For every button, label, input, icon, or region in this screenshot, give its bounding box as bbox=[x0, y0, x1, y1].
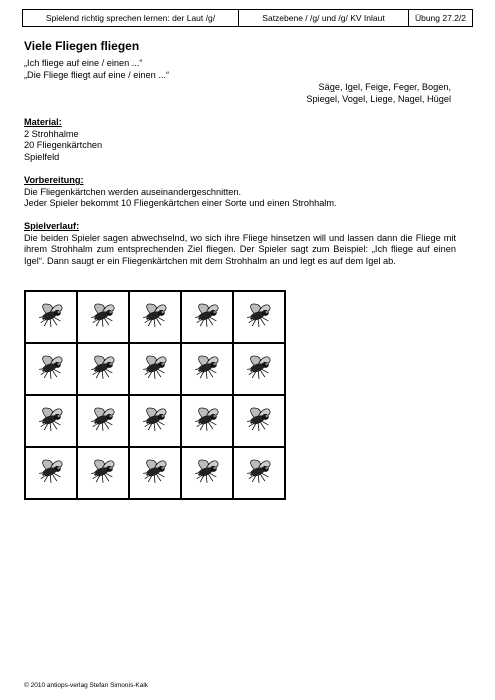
fly-card-cell bbox=[77, 291, 129, 343]
fly-card-cell bbox=[129, 291, 181, 343]
header-level: Satzebene / /g/ und /g/ KV Inlaut bbox=[239, 10, 409, 26]
fly-icon bbox=[86, 352, 120, 387]
fly-card-cell bbox=[181, 291, 233, 343]
target-sound: g bbox=[403, 82, 410, 92]
fly-card-cell bbox=[25, 395, 77, 447]
fly-card-cell bbox=[181, 395, 233, 447]
fly-card-cell bbox=[181, 343, 233, 395]
fly-card-cell bbox=[129, 447, 181, 499]
fly-icon bbox=[138, 456, 172, 491]
example-sentence-2: „Die Fliege fliegt auf eine / einen ...“ bbox=[24, 70, 170, 80]
header-bar bbox=[22, 9, 473, 27]
fly-icon bbox=[34, 404, 68, 439]
fly-card-grid bbox=[24, 290, 286, 500]
material-item: 20 Fliegenkärtchen bbox=[24, 140, 103, 150]
preparation-heading: Vorbereitung: bbox=[24, 175, 84, 185]
target-sound: g bbox=[438, 94, 444, 104]
fly-icon bbox=[242, 456, 276, 491]
fly-icon bbox=[190, 404, 224, 439]
fly-card-cell bbox=[233, 343, 285, 395]
target-sound: g bbox=[324, 94, 330, 104]
target-word: Säge, bbox=[318, 82, 346, 92]
fly-icon bbox=[242, 404, 276, 439]
target-word: Nagel, bbox=[397, 94, 427, 104]
preparation-section bbox=[24, 175, 337, 210]
header-series: Spielend richtig sprechen lernen: der Laut /g/ bbox=[23, 10, 239, 26]
target-sound: g bbox=[329, 82, 335, 92]
fly-card-cell bbox=[25, 291, 77, 343]
example-sentence-1: „Ich fliege auf eine / einen ...“ bbox=[24, 58, 143, 68]
fly-card-cell bbox=[129, 395, 181, 447]
fly-icon bbox=[190, 456, 224, 491]
copyright-footer: © 2010 antiops-verlag Stefan Simonis-Kalk bbox=[24, 682, 149, 689]
fly-card-cell bbox=[77, 343, 129, 395]
fly-icon bbox=[242, 300, 276, 335]
fly-card-cell bbox=[233, 447, 285, 499]
fly-card-cell bbox=[233, 395, 285, 447]
fly-card-cell bbox=[77, 395, 129, 447]
fly-card-cell bbox=[25, 343, 77, 395]
fly-icon bbox=[34, 300, 68, 335]
fly-icon bbox=[34, 456, 68, 491]
material-heading: Material: bbox=[24, 117, 62, 127]
fly-card-cell bbox=[233, 291, 285, 343]
preparation-line: Die Fliegenkärtchen werden auseinandergeschnitten. bbox=[24, 186, 242, 197]
target-word: Feige, bbox=[365, 82, 394, 92]
target-sound: g bbox=[352, 94, 358, 104]
fly-icon bbox=[138, 404, 172, 439]
target-word: Liege, bbox=[370, 94, 398, 104]
target-sound: g bbox=[409, 94, 415, 104]
fly-icon bbox=[86, 404, 120, 439]
gameplay-heading: Spielverlauf: bbox=[24, 221, 80, 231]
fly-icon bbox=[190, 352, 224, 387]
target-sound: g bbox=[382, 94, 388, 104]
preparation-line: Jeder Spieler bekommt 10 Fliegenkärtchen einer Sorte und einen Strohhalm. bbox=[24, 198, 337, 208]
fly-icon bbox=[138, 352, 172, 387]
fly-icon bbox=[34, 352, 68, 387]
gameplay-text: Die beiden Spieler sagen abwechselnd, wo sich ihre Fliege hinsetzen will und lassen dann die Fliege mit ihrem Strohhalm zum entsprechenden Ziel fliegen. Der Spieler sagt zum Beispiel: „Ich fliege auf einen Igel“. Dann saugt er ein Fliegenkärtchen mit dem Strohhalm an und legt es auf dem Igel ab. bbox=[24, 232, 456, 266]
fly-icon bbox=[242, 352, 276, 387]
target-word: Vogel, bbox=[342, 94, 371, 104]
fly-card-cell bbox=[181, 447, 233, 499]
target-sound: g bbox=[377, 82, 383, 92]
target-word: Hügel bbox=[426, 94, 451, 104]
target-word: Feger, bbox=[393, 82, 422, 92]
header-exercise: Übung 27.2/2 bbox=[414, 13, 467, 23]
page-title: Viele Fliegen fliegen bbox=[24, 39, 140, 53]
target-sound: g bbox=[347, 82, 353, 92]
fly-card-cell bbox=[129, 343, 181, 395]
material-item: Spielfeld bbox=[24, 151, 60, 162]
target-word: Igel, bbox=[345, 82, 366, 92]
gameplay-section bbox=[24, 221, 456, 267]
fly-icon bbox=[86, 456, 120, 491]
fly-card-cell bbox=[77, 447, 129, 499]
target-word: Spiegel, bbox=[306, 94, 343, 104]
fly-icon bbox=[138, 300, 172, 335]
target-sound: g bbox=[433, 82, 439, 92]
fly-icon bbox=[190, 300, 224, 335]
material-section bbox=[24, 117, 102, 163]
material-item: 2 Strohhalme bbox=[24, 128, 79, 139]
fly-card-cell bbox=[25, 447, 77, 499]
word-line-1 bbox=[319, 82, 451, 92]
target-word: Bogen, bbox=[421, 82, 451, 92]
word-line-2 bbox=[306, 94, 451, 104]
fly-icon bbox=[86, 300, 120, 335]
